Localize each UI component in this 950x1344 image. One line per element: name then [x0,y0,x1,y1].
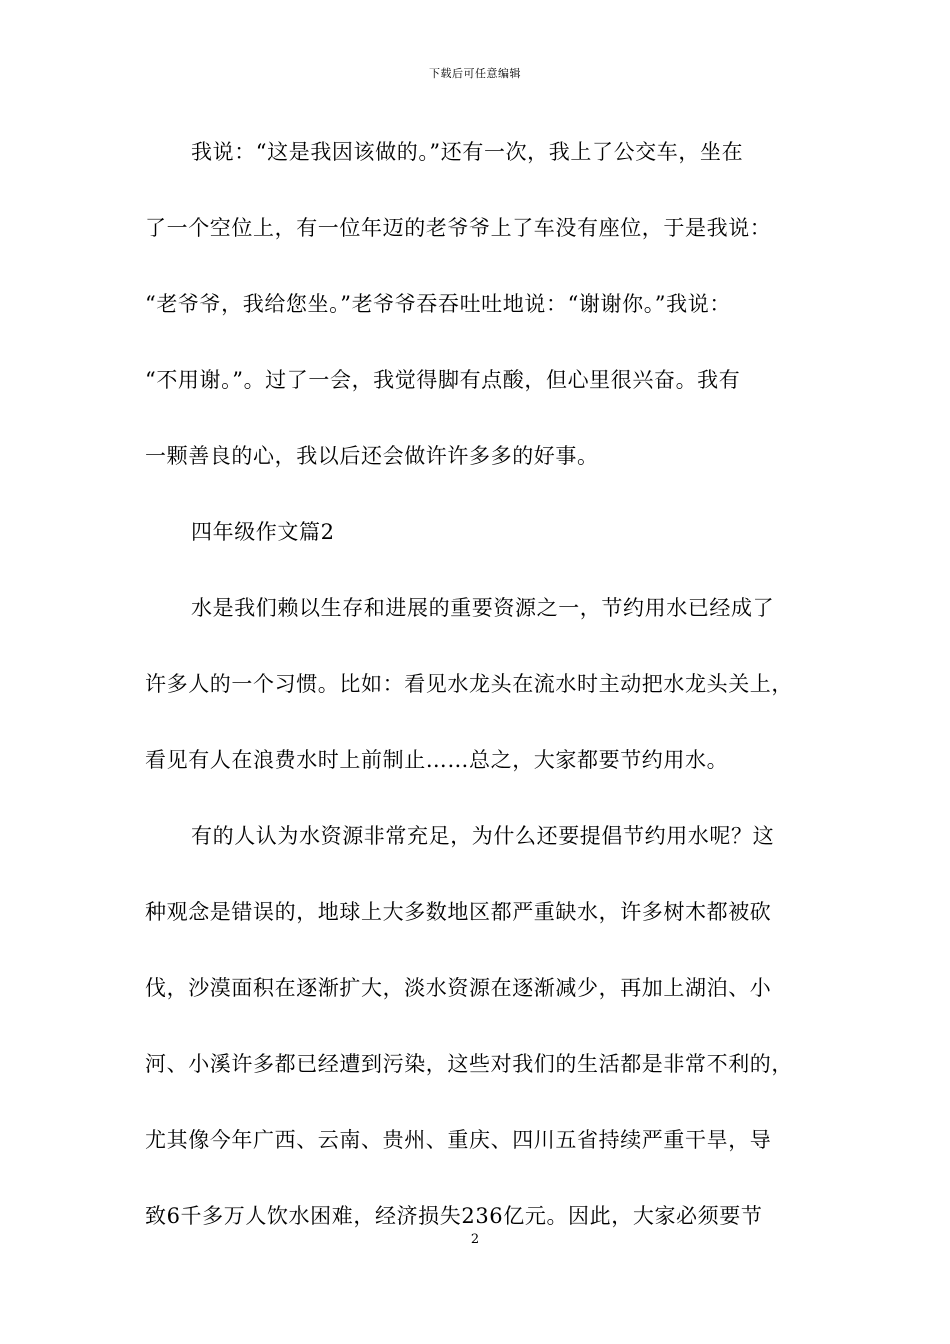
page-header: 下载后可任意编辑 [429,67,521,80]
paragraph-line: 种观念是错误的，地球上大多数地区都严重缺水，许多树木都被砍 [145,900,772,924]
paragraph-line: 我说：“这是我因该做的。”还有一次，我上了公交车，坐在 [191,140,744,164]
section-heading: 四年级作文篇2 [191,520,335,544]
paragraph-line: “不用谢。”。过了一会，我觉得脚有点酸，但心里很兴奋。我有 [145,368,741,392]
paragraph-line: 了一个空位上，有一位年迈的老爷爷上了车没有座位，于是我说： [145,216,772,240]
paragraph-line: 致6千多万人饮水困难，经济损失236亿元。因此，大家必须要节 [145,1204,763,1228]
page-number: 2 [470,1232,480,1247]
paragraph-line: 尤其像今年广西、云南、贵州、重庆、四川五省持续严重干旱，导 [145,1128,772,1152]
document-body [145,131,825,1271]
paragraph-line: 水是我们赖以生存和进展的重要资源之一，节约用水已经成了 [191,596,775,620]
paragraph-line: 有的人认为水资源非常充足，为什么还要提倡节约用水呢？这 [191,824,775,848]
paragraph-line: 伐，沙漠面积在逐渐扩大，淡水资源在逐渐减少，再加上湖泊、小 [145,976,772,1000]
paragraph-line: 许多人的一个习惯。比如：看见水龙头在流水时主动把水龙头关上， [145,672,793,696]
paragraph-line: 一颗善良的心，我以后还会做许许多多的好事。 [145,444,599,468]
paragraph-line: 看见有人在浪费水时上前制止……总之，大家都要节约用水。 [145,748,729,772]
paragraph-line: “老爷爷，我给您坐。”老爷爷吞吞吐吐地说：“谢谢你。”我说： [145,292,731,316]
paragraph-line: 河、小溪许多都已经遭到污染，这些对我们的生活都是非常不利的， [145,1052,793,1076]
